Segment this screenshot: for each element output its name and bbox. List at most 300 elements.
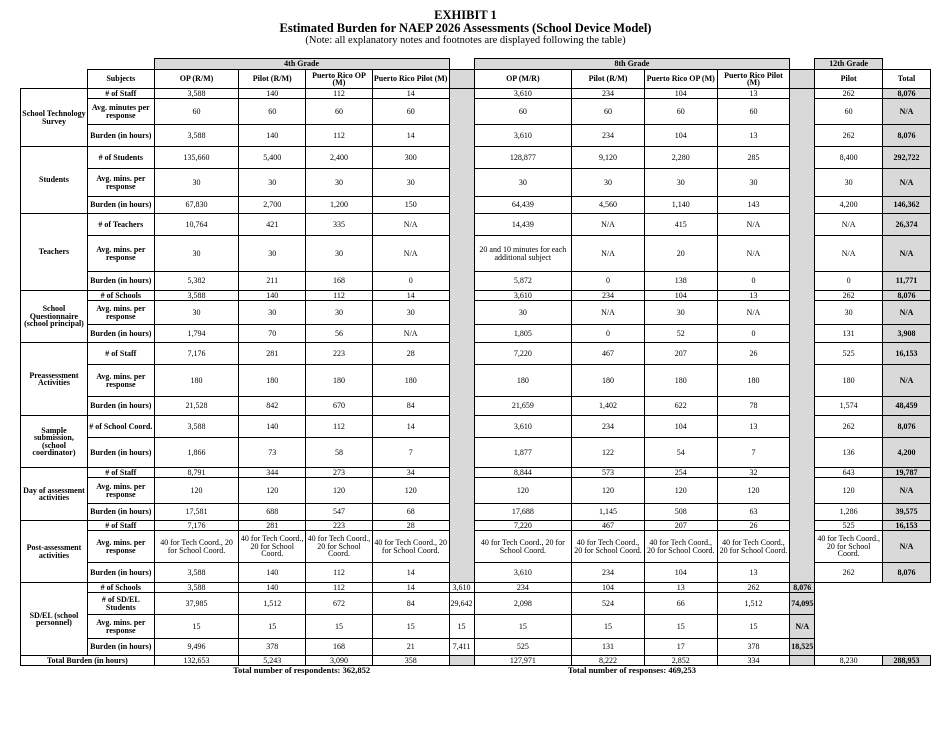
data-cell: 643 [815, 468, 883, 478]
footer-blank [790, 666, 931, 680]
data-cell: 7,220 [474, 343, 572, 365]
data-cell: 60 [815, 99, 883, 125]
row-label: Burden (in hours) [87, 272, 154, 291]
row-label: # of Students [87, 147, 154, 169]
data-cell: 14 [372, 125, 449, 147]
data-cell: 180 [239, 365, 306, 397]
data-cell: 672 [306, 593, 373, 615]
data-cell: 2,400 [306, 147, 373, 169]
data-cell: 234 [474, 583, 572, 593]
data-cell: 3,588 [154, 125, 239, 147]
blank-cell [883, 59, 931, 70]
data-cell: 150 [372, 197, 449, 214]
data-cell: 842 [239, 397, 306, 416]
data-cell: 30 [239, 169, 306, 197]
data-cell: 15 [239, 615, 306, 639]
data-cell: 104 [644, 416, 717, 438]
data-cell: 21 [372, 639, 449, 656]
data-cell: 273 [306, 468, 373, 478]
row-label: Avg. mins. per response [87, 615, 154, 639]
data-cell: 112 [306, 583, 373, 593]
total-cell: 18,525 [790, 639, 815, 656]
data-cell: 415 [644, 214, 717, 236]
total-cell: 16,153 [883, 521, 931, 531]
data-cell: N/A [815, 214, 883, 236]
data-cell: 9,496 [154, 639, 239, 656]
data-cell: 17,581 [154, 504, 239, 521]
data-cell: 120 [154, 478, 239, 504]
data-cell: 30 [372, 301, 449, 325]
section-school-questionnaire-school-principal: School Questionnaire (school principal) [21, 291, 88, 343]
row-label: Avg. mins. per response [87, 531, 154, 563]
data-cell: 1,200 [306, 197, 373, 214]
data-cell: 281 [239, 343, 306, 365]
data-cell: 180 [474, 365, 572, 397]
data-cell: 28 [372, 521, 449, 531]
data-cell: 14 [372, 416, 449, 438]
data-cell: N/A [372, 236, 449, 272]
data-cell: 4,200 [815, 197, 883, 214]
data-cell: 30 [644, 301, 717, 325]
data-cell: N/A [717, 301, 790, 325]
total-cell: 19,787 [883, 468, 931, 478]
total-cell: 8,076 [883, 291, 931, 301]
data-cell: 136 [815, 438, 883, 468]
total-cell: 74,095 [790, 593, 815, 615]
total-burden-cell: 127,971 [474, 656, 572, 666]
data-cell: 30 [372, 169, 449, 197]
data-cell: 73 [239, 438, 306, 468]
data-cell: 3,610 [474, 563, 572, 583]
data-cell: 30 [306, 301, 373, 325]
total-cell: N/A [883, 531, 931, 563]
data-cell: 20 and 10 minutes for each additional subject [474, 236, 572, 272]
data-cell: 58 [306, 438, 373, 468]
data-cell: 112 [306, 291, 373, 301]
total-cell: 8,076 [883, 89, 931, 99]
data-cell: 30 [717, 169, 790, 197]
row-label: Avg. mins. per response [87, 301, 154, 325]
col-header-g4-1: Pilot (R/M) [239, 70, 306, 89]
data-cell: 180 [306, 365, 373, 397]
data-cell: 168 [306, 639, 373, 656]
data-cell: 15 [449, 615, 474, 639]
data-cell: 70 [239, 325, 306, 343]
row-label: Burden (in hours) [87, 438, 154, 468]
data-cell: 7,176 [154, 343, 239, 365]
data-cell: 1,866 [154, 438, 239, 468]
data-cell: 120 [239, 478, 306, 504]
data-cell: 1,286 [815, 504, 883, 521]
data-cell: 60 [306, 99, 373, 125]
data-cell: 525 [474, 639, 572, 656]
row-label: # of Staff [87, 521, 154, 531]
data-cell: 40 for Tech Coord., 20 for School Coord. [572, 531, 645, 563]
data-cell: N/A [572, 236, 645, 272]
data-cell: 120 [717, 478, 790, 504]
data-cell: 262 [815, 89, 883, 99]
data-cell: 0 [572, 272, 645, 291]
data-cell: 15 [644, 615, 717, 639]
table-row [21, 89, 931, 99]
row-label: Avg. mins. per response [87, 478, 154, 504]
data-cell: 3,588 [154, 89, 239, 99]
data-cell: 3,610 [474, 416, 572, 438]
total-burden-cell: 8,230 [815, 656, 883, 666]
row-label: Burden (in hours) [87, 325, 154, 343]
data-cell: 3,588 [154, 416, 239, 438]
data-cell: 262 [717, 583, 790, 593]
data-cell: 120 [474, 478, 572, 504]
row-label: # of School Coord. [87, 416, 154, 438]
data-cell: 78 [717, 397, 790, 416]
col-header-g4-0: OP (R/M) [154, 70, 239, 89]
data-cell: 131 [572, 639, 645, 656]
data-cell: 508 [644, 504, 717, 521]
data-cell: 112 [306, 89, 373, 99]
data-cell: 40 for Tech Coord., 20 for School Coord. [717, 531, 790, 563]
data-cell: 30 [154, 236, 239, 272]
data-cell: 14 [372, 583, 449, 593]
data-cell: 180 [154, 365, 239, 397]
data-cell: 8,400 [815, 147, 883, 169]
data-cell: 0 [717, 272, 790, 291]
data-cell: 60 [572, 99, 645, 125]
data-cell: 104 [644, 563, 717, 583]
data-cell: 30 [474, 169, 572, 197]
data-cell: 1,512 [717, 593, 790, 615]
data-cell: 84 [372, 397, 449, 416]
data-cell: 5,400 [239, 147, 306, 169]
grade-12-header: 12th Grade [815, 59, 883, 70]
total-cell: 26,374 [883, 214, 931, 236]
section-school-technology-survey: School Technology Survey [21, 89, 88, 147]
corner-blank [21, 70, 88, 89]
col-header-g4-3: Puerto Rico Pilot (M) [372, 70, 449, 89]
data-cell: 335 [306, 214, 373, 236]
data-cell: 180 [815, 365, 883, 397]
data-cell: 120 [372, 478, 449, 504]
data-cell: 30 [239, 301, 306, 325]
data-cell: 1,794 [154, 325, 239, 343]
data-cell: 60 [717, 99, 790, 125]
grade-8-header: 8th Grade [474, 59, 790, 70]
data-cell: 1,805 [474, 325, 572, 343]
gap-cell [790, 70, 815, 89]
col-header-g8-3: Puerto Rico Pilot (M) [717, 70, 790, 89]
data-cell: 14 [372, 291, 449, 301]
data-cell: 128,877 [474, 147, 572, 169]
data-cell: 40 for Tech Coord., 20 for School Coord. [239, 531, 306, 563]
data-cell: 60 [154, 99, 239, 125]
col-header-g8-2: Puerto Rico OP (M) [644, 70, 717, 89]
data-cell: 670 [306, 397, 373, 416]
data-cell: 3,588 [154, 291, 239, 301]
data-cell: 30 [306, 236, 373, 272]
data-cell: 84 [372, 593, 449, 615]
data-cell: 29,642 [449, 593, 474, 615]
total-cell: 292,722 [883, 147, 931, 169]
row-label: # of Schools [87, 583, 154, 593]
data-cell: N/A [572, 301, 645, 325]
data-cell: 1,877 [474, 438, 572, 468]
gap-cell [449, 70, 474, 89]
col-header-g8-0: OP (M/R) [474, 70, 572, 89]
data-cell: 0 [372, 272, 449, 291]
total-burden-cell: 5,243 [239, 656, 306, 666]
data-cell: 13 [717, 563, 790, 583]
data-cell: 234 [572, 125, 645, 147]
data-cell: 234 [572, 416, 645, 438]
data-cell: 140 [239, 583, 306, 593]
data-cell: 60 [644, 99, 717, 125]
data-cell: 223 [306, 343, 373, 365]
section-post-assessment-activities: Post-assessment activities [21, 521, 88, 583]
data-cell: 234 [572, 89, 645, 99]
data-cell: 3,610 [474, 125, 572, 147]
data-cell: 30 [154, 301, 239, 325]
data-cell: N/A [572, 214, 645, 236]
data-cell: 525 [815, 521, 883, 531]
responses-total-g8: Total number of responses: 469,253 [567, 665, 696, 675]
data-cell: 30 [815, 169, 883, 197]
row-label: Burden (in hours) [87, 504, 154, 521]
data-cell: 120 [644, 478, 717, 504]
data-cell: 8,791 [154, 468, 239, 478]
data-cell: 63 [717, 504, 790, 521]
section-preassessment-activities: Preassessment Activities [21, 343, 88, 416]
data-cell: 2,700 [239, 197, 306, 214]
data-cell: 26 [717, 343, 790, 365]
data-cell: 40 for Tech Coord., 20 for School Coord. [815, 531, 883, 563]
data-cell: 26 [717, 521, 790, 531]
data-cell: 285 [717, 147, 790, 169]
data-cell: 300 [372, 147, 449, 169]
total-burden-cell: 2,852 [644, 656, 717, 666]
data-cell: 15 [154, 615, 239, 639]
corner-blank [21, 59, 155, 70]
gap-column [449, 89, 474, 583]
data-cell: 467 [572, 521, 645, 531]
gap-cell [790, 656, 815, 666]
data-cell: N/A [717, 214, 790, 236]
gap-column [790, 89, 815, 583]
data-cell: 140 [239, 89, 306, 99]
data-cell: 120 [306, 478, 373, 504]
data-cell: 3,588 [154, 583, 239, 593]
data-cell: 622 [644, 397, 717, 416]
total-cell: 146,362 [883, 197, 931, 214]
data-cell: 30 [306, 169, 373, 197]
grade-4-header: 4th Grade [154, 59, 449, 70]
total-cell: 11,771 [883, 272, 931, 291]
subjects-header: Subjects [87, 70, 154, 89]
total-cell: N/A [883, 99, 931, 125]
data-cell: 7,176 [154, 521, 239, 531]
data-cell: 5,872 [474, 272, 572, 291]
gap-cell [790, 59, 815, 70]
data-cell: 3,588 [154, 563, 239, 583]
data-cell: 13 [717, 291, 790, 301]
data-cell: 30 [474, 301, 572, 325]
row-label: # of Teachers [87, 214, 154, 236]
data-cell: 1,140 [644, 197, 717, 214]
data-cell: N/A [372, 214, 449, 236]
table-title: Estimated Burden for NAEP 2026 Assessments (School Device Model) [279, 21, 652, 35]
row-label: Burden (in hours) [87, 639, 154, 656]
data-cell: 30 [644, 169, 717, 197]
data-cell: 14,439 [474, 214, 572, 236]
row-label: # of Staff [87, 468, 154, 478]
data-cell: 60 [474, 99, 572, 125]
data-cell: 112 [306, 416, 373, 438]
footer-blank [21, 666, 155, 680]
data-cell: 7 [372, 438, 449, 468]
row-label: Avg. mins. per response [87, 236, 154, 272]
row-label: Avg. minutes per response [87, 99, 154, 125]
section-students: Students [21, 147, 88, 214]
data-cell: 30 [815, 301, 883, 325]
data-cell: 15 [306, 615, 373, 639]
data-cell: 40 for Tech Coord., 20 for School Coord. [306, 531, 373, 563]
data-cell: 8,844 [474, 468, 572, 478]
total-cell: 16,153 [883, 343, 931, 365]
row-label: # of Staff [87, 343, 154, 365]
data-cell: 1,512 [239, 593, 306, 615]
data-cell: 688 [239, 504, 306, 521]
total-cell: N/A [883, 478, 931, 504]
data-cell: 104 [572, 583, 645, 593]
row-label: Burden (in hours) [87, 563, 154, 583]
section-teachers: Teachers [21, 214, 88, 291]
total-cell: N/A [883, 236, 931, 272]
data-cell: 262 [815, 416, 883, 438]
total-burden-cell: 358 [372, 656, 449, 666]
data-cell: 3,610 [474, 291, 572, 301]
data-cell: 104 [644, 125, 717, 147]
data-cell: 54 [644, 438, 717, 468]
row-label: Avg. mins. per response [87, 365, 154, 397]
row-label: Burden (in hours) [87, 197, 154, 214]
data-cell: 68 [372, 504, 449, 521]
grand-total-cell: 288,953 [883, 656, 931, 666]
total-cell: 4,200 [883, 438, 931, 468]
total-cell: 8,076 [883, 416, 931, 438]
section-day-of-assessment-activities: Day of assessment activities [21, 468, 88, 521]
data-cell: 378 [239, 639, 306, 656]
data-cell: 262 [815, 291, 883, 301]
data-cell: 112 [306, 563, 373, 583]
data-cell: 223 [306, 521, 373, 531]
total-header: Total [883, 70, 931, 89]
data-cell: 32 [717, 468, 790, 478]
data-cell: 66 [644, 593, 717, 615]
total-burden-cell: 8,222 [572, 656, 645, 666]
data-cell: 168 [306, 272, 373, 291]
data-cell: 344 [239, 468, 306, 478]
data-cell: 13 [717, 125, 790, 147]
data-cell: 30 [572, 169, 645, 197]
data-cell: N/A [372, 325, 449, 343]
data-cell: 15 [474, 615, 572, 639]
data-cell: 7,411 [449, 639, 474, 656]
data-cell: 60 [239, 99, 306, 125]
gap-cell [449, 656, 474, 666]
exhibit-label: EXHIBIT 1 [434, 8, 497, 22]
total-cell: 8,076 [883, 125, 931, 147]
total-cell: N/A [883, 365, 931, 397]
total-cell: 48,459 [883, 397, 931, 416]
data-cell: 13 [717, 89, 790, 99]
table-row [21, 615, 931, 639]
data-cell: 40 for Tech Coord., 20 for School Coord. [644, 531, 717, 563]
data-cell: 9,120 [572, 147, 645, 169]
data-cell: 7,220 [474, 521, 572, 531]
data-cell: 60 [372, 99, 449, 125]
table-row [21, 593, 931, 615]
data-cell: 281 [239, 521, 306, 531]
data-cell: 3,610 [449, 583, 474, 593]
table-row [21, 583, 931, 593]
col-header-g12-0: Pilot [815, 70, 883, 89]
data-cell: 13 [644, 583, 717, 593]
total-cell: N/A [790, 615, 815, 639]
data-cell: 378 [717, 639, 790, 656]
data-cell: 40 for Tech Coord., 20 for School Coord. [154, 531, 239, 563]
data-cell: 524 [572, 593, 645, 615]
data-cell: 104 [644, 291, 717, 301]
data-cell: 1,145 [572, 504, 645, 521]
data-cell: 0 [717, 325, 790, 343]
data-cell: 34 [372, 468, 449, 478]
data-cell: 140 [239, 563, 306, 583]
data-cell: 467 [572, 343, 645, 365]
col-header-g4-2: Puerto Rico OP (M) [306, 70, 373, 89]
data-cell: 67,830 [154, 197, 239, 214]
row-label: # of SD/EL Students [87, 593, 154, 615]
data-cell: 56 [306, 325, 373, 343]
data-cell: 131 [815, 325, 883, 343]
data-cell: 7 [717, 438, 790, 468]
data-cell: 104 [644, 89, 717, 99]
data-cell: 180 [717, 365, 790, 397]
total-cell: 3,908 [883, 325, 931, 343]
data-cell: 0 [572, 325, 645, 343]
data-cell: N/A [717, 236, 790, 272]
data-cell: 52 [644, 325, 717, 343]
data-cell: 262 [815, 125, 883, 147]
burden-table [20, 58, 931, 679]
data-cell: 207 [644, 521, 717, 531]
data-cell: 122 [572, 438, 645, 468]
data-cell: 40 for Tech Coord., 20 for School Coord. [474, 531, 572, 563]
total-cell: 8,076 [883, 563, 931, 583]
total-burden-cell: 132,653 [154, 656, 239, 666]
total-cell: 8,076 [790, 583, 815, 593]
data-cell: 2,280 [644, 147, 717, 169]
data-cell: 547 [306, 504, 373, 521]
row-label: Avg. mins. per response [87, 169, 154, 197]
data-cell: 4,560 [572, 197, 645, 214]
row-label: # of Staff [87, 89, 154, 99]
data-cell: 180 [572, 365, 645, 397]
data-cell: 211 [239, 272, 306, 291]
data-cell: 14 [372, 89, 449, 99]
table-note: (Note: all explanatory notes and footnotes are displayed following the table) [305, 35, 626, 46]
data-cell: 20 [644, 236, 717, 272]
section-sd-el-school-personnel: SD/EL (school personnel) [21, 583, 88, 656]
table-row [21, 639, 931, 656]
